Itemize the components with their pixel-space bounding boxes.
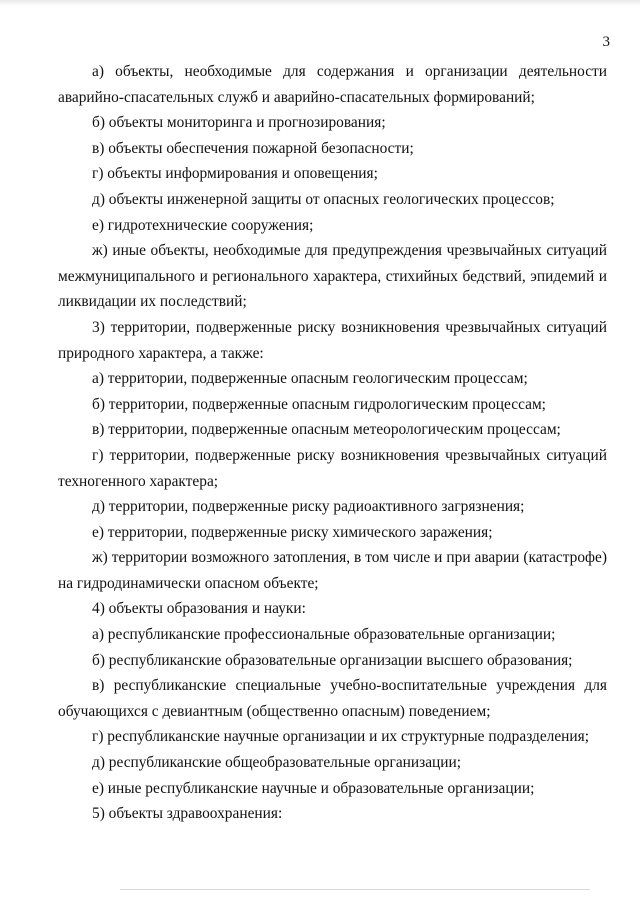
paragraph-item-b-hydrological: б) территории, подверженные опасным гидрологическим процессам; [92,395,546,413]
paragraph-item-d-engineering-protection: д) объекты инженерной защиты от опасных геологических процессов; [92,190,555,208]
paragraph-item-g-informing: г) объекты информирования и оповещения; [92,165,378,183]
paragraph-item-a-geological: а) территории, подверженные опасным геологическим процессам; [92,370,528,388]
paragraph-item-a-objects: а) объекты, необходимые для содержания и организации деятельности аварийно-спасательных служб и аварийно-спасательных формирований; [58,63,607,106]
paragraph-item-e-hydrotechnical: е) гидротехнические сооружения; [92,216,314,234]
paragraph-item-v-special-institutions: в) республиканские специальные учебно-воспитательные учреждения для обучающихся с девиантным (общественно опасным) поведением; [58,677,607,720]
paragraph-item-v-fire-safety: в) объекты обеспечения пожарной безопасности; [92,139,414,157]
scan-edge-top [0,0,640,6]
paragraph-section-4-education: 4) объекты образования и науки: [92,600,306,618]
paragraph-item-a-professional-orgs: а) республиканские профессиональные образовательные организации; [92,626,556,644]
paragraph-item-b-monitoring: б) объекты мониторинга и прогнозирования; [92,114,386,132]
paragraph-item-d-general-education: д) республиканские общеобразовательные организации; [92,754,462,772]
paragraph-item-e-chemical: е) территории, подверженные риску химического заражения; [92,523,493,541]
paragraph-item-zh-flooding: ж) территории возможного затопления, в том числе и при аварии (катастрофе) на гидродинамически опасном объекте; [58,549,607,592]
page-number: 3 [602,34,610,50]
paragraph-item-g-technogenic: г) территории, подверженные риску возникновения чрезвычайных ситуаций техногенного характера; [58,446,607,490]
paragraph-item-e-other-orgs: е) иные республиканские научные и образовательные организации; [92,779,535,797]
paragraph-item-b-higher-education: б) республиканские образовательные организации высшего образования; [92,651,573,669]
paragraph-section-3-territories: 3) территории, подверженные риску возникновения чрезвычайных ситуаций природного характера, а также: [58,318,607,362]
paragraph-item-d-radioactive: д) территории, подверженные риску радиоактивного загрязнения; [92,498,525,516]
paragraph-item-zh-other-objects: ж) иные объекты, необходимые для предупреждения чрезвычайных ситуаций межмуниципального и регионального характера, стихийных бедствий, эпидемий и ликвидации их последствий; [58,242,607,311]
paragraph-section-5-healthcare: 5) объекты здравоохранения: [92,805,283,823]
paragraph-item-g-scientific-orgs: г) республиканские научные организации и их структурные подразделения; [92,728,589,746]
scan-edge-bottom [120,889,590,890]
paragraph-item-v-meteorological: в) территории, подверженные опасным метеорологическим процессам; [92,421,561,439]
document-body [58,59,607,827]
